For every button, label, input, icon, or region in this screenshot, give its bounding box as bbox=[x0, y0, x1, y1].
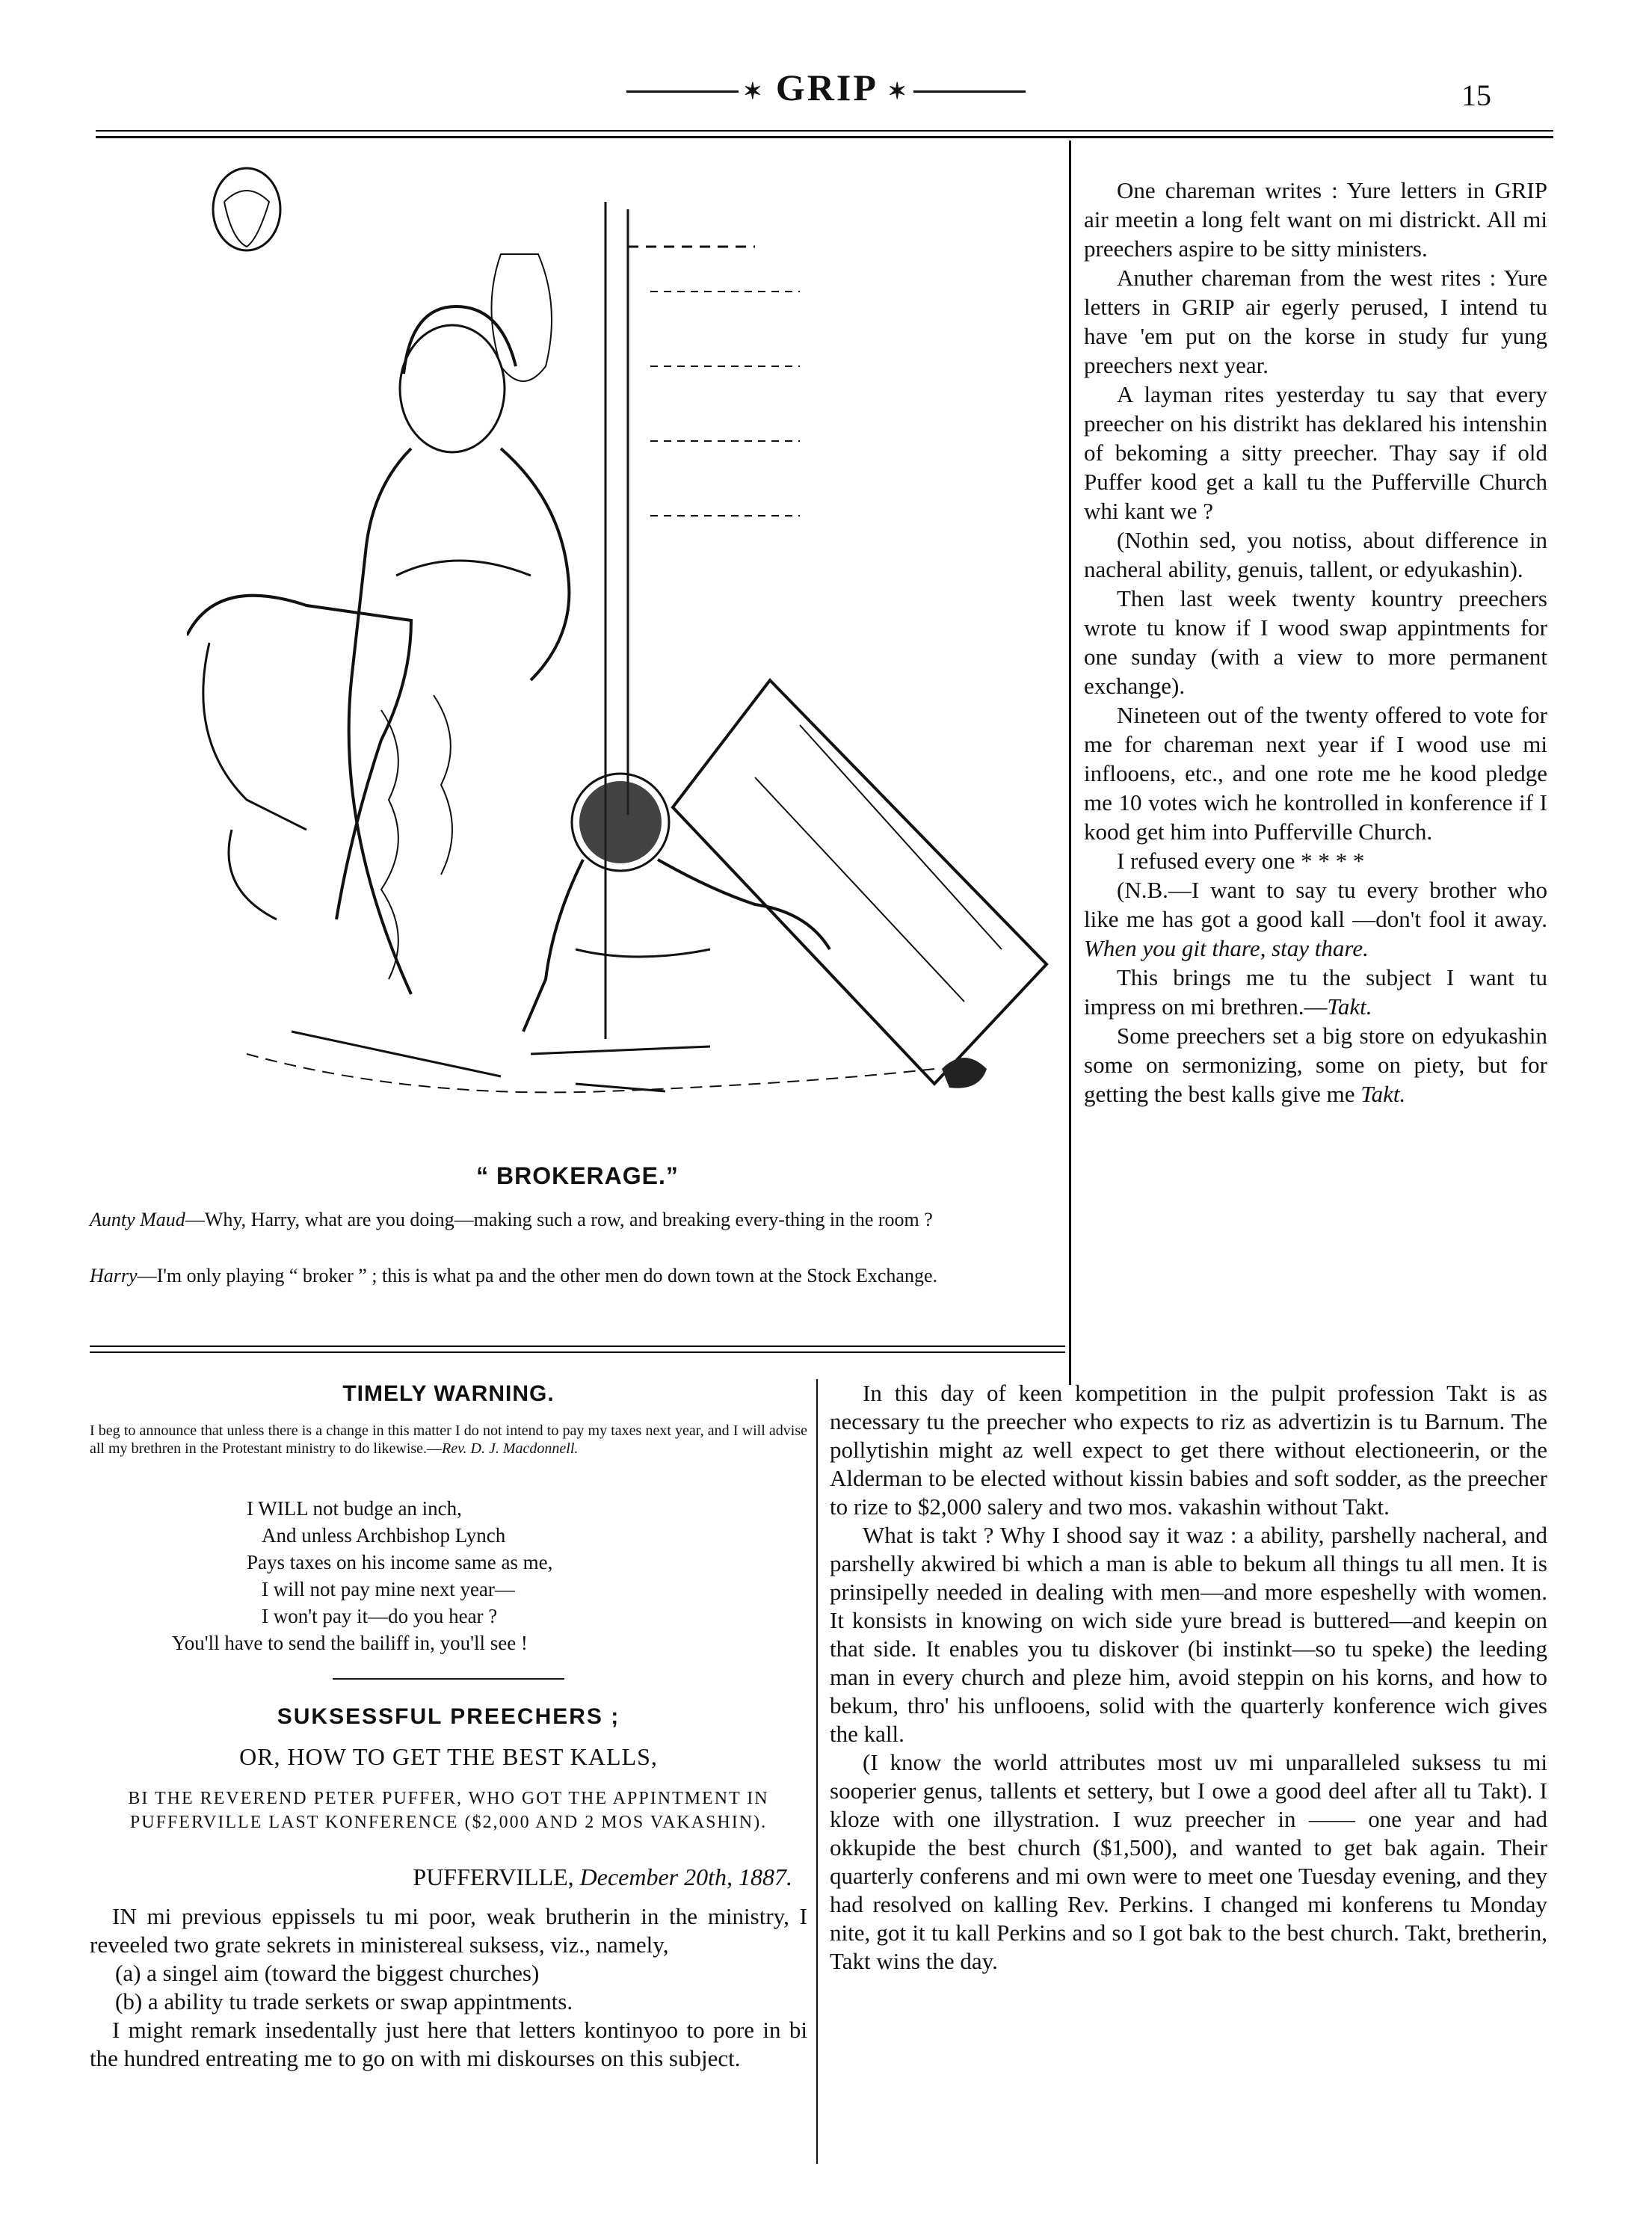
masthead bbox=[0, 66, 1652, 109]
paragraph bbox=[1084, 963, 1547, 1021]
paragraph: In this day of keen kompetition in the pulpit profession Takt is as necessary tu the preecher who expects to riz as advertizin is tu Barnum. The pollytishin might az well expect to get there without electioneerin, or the Alderman to be elected without kissin babies and soft sodder, as the preecher to rize to $2,000 salery and two mos. vakashin without Takt. bbox=[830, 1380, 1547, 1520]
column-rule bbox=[816, 1379, 818, 2164]
paragraph: I might remark insedentally just here that letters kontinyoo to pore in bi the hundred entreating me to go on with mi diskourses on this subject. bbox=[90, 2017, 807, 2071]
poem-line: I WILL not budge an inch, bbox=[247, 1497, 462, 1520]
paragraph: (Nothin sed, you notiss, about difference in nacheral ability, genuis, tallent, or edyukashin). bbox=[1084, 527, 1547, 582]
masthead-rule-left bbox=[626, 90, 739, 93]
article-title: SUKSESSFUL PREECHERS ; bbox=[277, 1704, 620, 1729]
dateline-place: PUFFERVILLE, bbox=[413, 1863, 574, 1890]
article-dateline bbox=[314, 1863, 792, 1891]
list-item: (a) a singel aim (toward the biggest churches) bbox=[115, 1960, 540, 1986]
page-number: 15 bbox=[1461, 78, 1491, 112]
paragraph: One chareman writes : Yure letters in GRIP air meetin a long felt want on mi districkt. All mi preechers aspire to be sitty ministers. bbox=[1084, 177, 1547, 262]
section-rule bbox=[333, 1678, 564, 1680]
speaker-name: Harry bbox=[90, 1265, 138, 1286]
speaker-name: Aunty Maud bbox=[90, 1209, 185, 1230]
article-subtitle: OR, HOW TO GET THE BEST KALLS, bbox=[239, 1743, 658, 1770]
poem-line: You'll have to send the bailiff in, you'll see ! bbox=[172, 1632, 528, 1654]
takt-word: Takt. bbox=[1360, 1081, 1406, 1107]
preechers-text: Some preechers set a big store on edyukashin some on sermonizing, some on piety, but for getting the best kalls give me bbox=[1084, 1023, 1547, 1107]
star-icon: ✶ bbox=[887, 79, 909, 105]
article-body bbox=[90, 1902, 807, 2073]
paragraph: Then last week twenty kountry preechers wrote tu know if I wood swap appintments for one sunday (with a view to more permanent exchange). bbox=[1084, 585, 1547, 699]
poem-line: I will not pay mine next year— bbox=[262, 1578, 515, 1600]
subject-text: This brings me tu the subject I want tu impress on mi brethren.— bbox=[1084, 964, 1547, 1020]
speaker-text: —I'm only playing “ broker ” ; this is what pa and the other men do down town at the Stock Exchange. bbox=[137, 1265, 938, 1286]
header-rule bbox=[96, 136, 1553, 138]
paragraph bbox=[1084, 875, 1547, 963]
cartoon-title: “ BROKERAGE.” bbox=[476, 1162, 679, 1189]
section-rule bbox=[90, 1351, 1065, 1353]
speaker-text: —Why, Harry, what are you doing—making such a row, and breaking every-thing in the room ? bbox=[185, 1209, 933, 1230]
header-rule bbox=[96, 130, 1553, 132]
takt-word: Takt. bbox=[1327, 993, 1372, 1020]
right-column-text bbox=[1084, 176, 1547, 1109]
paragraph: (I know the world attributes most uv mi unparalleled suksess tu mi sooperier genus, tallents et settery, but I owe a good deel after all tu Takt). I kloze with one illystration. I wuz preecher in —— one year and had okkupide the best church ($1,500), and wanted to get bak again. Their quarterly conferens and mi own were to meet one Tuesday evening, and they had resolved on kalling Rev. Perkins. I changed mi konferens tu Monday nite, got it tu kall Perkins and so I got bak to the best church. Takt, bretherin, Takt wins the day. bbox=[830, 1749, 1547, 1974]
paragraph: Nineteen out of the twenty offered to vote for me for chareman next year if I wood use mi inflooens, etc., and one rote me he kood pledge me 10 votes wich he kontrolled in konference if I kood get him into Pufferville Church. bbox=[1084, 702, 1547, 845]
timely-warning-title: TIMELY WARNING. bbox=[342, 1381, 555, 1406]
cartoon-caption-line bbox=[90, 1263, 1065, 1289]
dateline-date: December 20th, 1887. bbox=[579, 1863, 792, 1890]
timely-warning-poem bbox=[172, 1495, 785, 1656]
nb-text: (N.B.—I want to say tu every brother who like me has got a good kall —don't fool it away. bbox=[1084, 877, 1547, 932]
column-rule bbox=[1069, 141, 1071, 1385]
paragraph bbox=[1084, 1021, 1547, 1109]
paragraph: What is takt ? Why I shood say it waz : a ability, parshelly nacheral, and parshelly akwired bi which a man is able to bekum all things tu all men. It is prinsipelly needed in dealing with men—and more espeshelly with women. It konsists in knowing on wich side yure bread is buttered—and keepin on that side. It enables you tu diskover (bi instinkt—so tu speke) the leeding man in every church and pleze him, avoid steppin on his korns, and how to bekum, thro' his unflooens, solid with the quarterly konference wich gives the kall. bbox=[830, 1522, 1547, 1747]
poem-line: I won't pay it—do you hear ? bbox=[262, 1605, 498, 1627]
nb-italic: When you git thare, stay thare. bbox=[1084, 935, 1369, 961]
timely-warning-epigraph bbox=[90, 1422, 807, 1458]
masthead-rule-right bbox=[913, 90, 1026, 93]
epigraph-source: Rev. D. J. Macdonnell. bbox=[442, 1440, 579, 1457]
paragraph: A layman rites yesterday tu say that every preecher on his distrikt has deklared his intenshin of bekoming a sitty preecher. Thay say if old Puffer kood get a kall tu the Pufferville Church whi kant we ? bbox=[1084, 381, 1547, 524]
cartoon-caption-line bbox=[90, 1207, 1065, 1233]
lower-right-column-text bbox=[830, 1379, 1547, 1976]
star-icon: ✶ bbox=[743, 79, 765, 105]
paragraph: IN mi previous eppissels tu mi poor, weak brutherin in the ministry, I reveeled two grate sekrets in ministereal suksess, viz., namely, bbox=[90, 1903, 807, 1958]
brokerage-illustration bbox=[187, 157, 1061, 1129]
epigraph-text: I beg to announce that unless there is a change in this matter I do not intend to pay my taxes next year, and I will advise all my brethren in the Protestant ministry to do likewise.— bbox=[90, 1422, 807, 1457]
list-item: (b) a ability tu trade serkets or swap appintments. bbox=[115, 1988, 573, 2014]
masthead-title: GRIP bbox=[775, 67, 877, 108]
poem-line: Pays taxes on his income same as me, bbox=[247, 1551, 553, 1573]
section-rule bbox=[90, 1345, 1065, 1347]
article-byline: BI THE REVEREND PETER PUFFER, WHO GOT THE APPINTMENT IN PUFFERVILLE LAST KONFERENCE ($2,000 AND 2 MOS VAKASHIN). bbox=[128, 1789, 769, 1832]
paragraph: I refused every one * * * * bbox=[1117, 848, 1365, 874]
poem-line: And unless Archbishop Lynch bbox=[262, 1524, 506, 1547]
paragraph: Anuther chareman from the west rites : Yure letters in GRIP air egerly perused, I intend tu have 'em put on the korse in study fur yung preechers next year. bbox=[1084, 265, 1547, 378]
